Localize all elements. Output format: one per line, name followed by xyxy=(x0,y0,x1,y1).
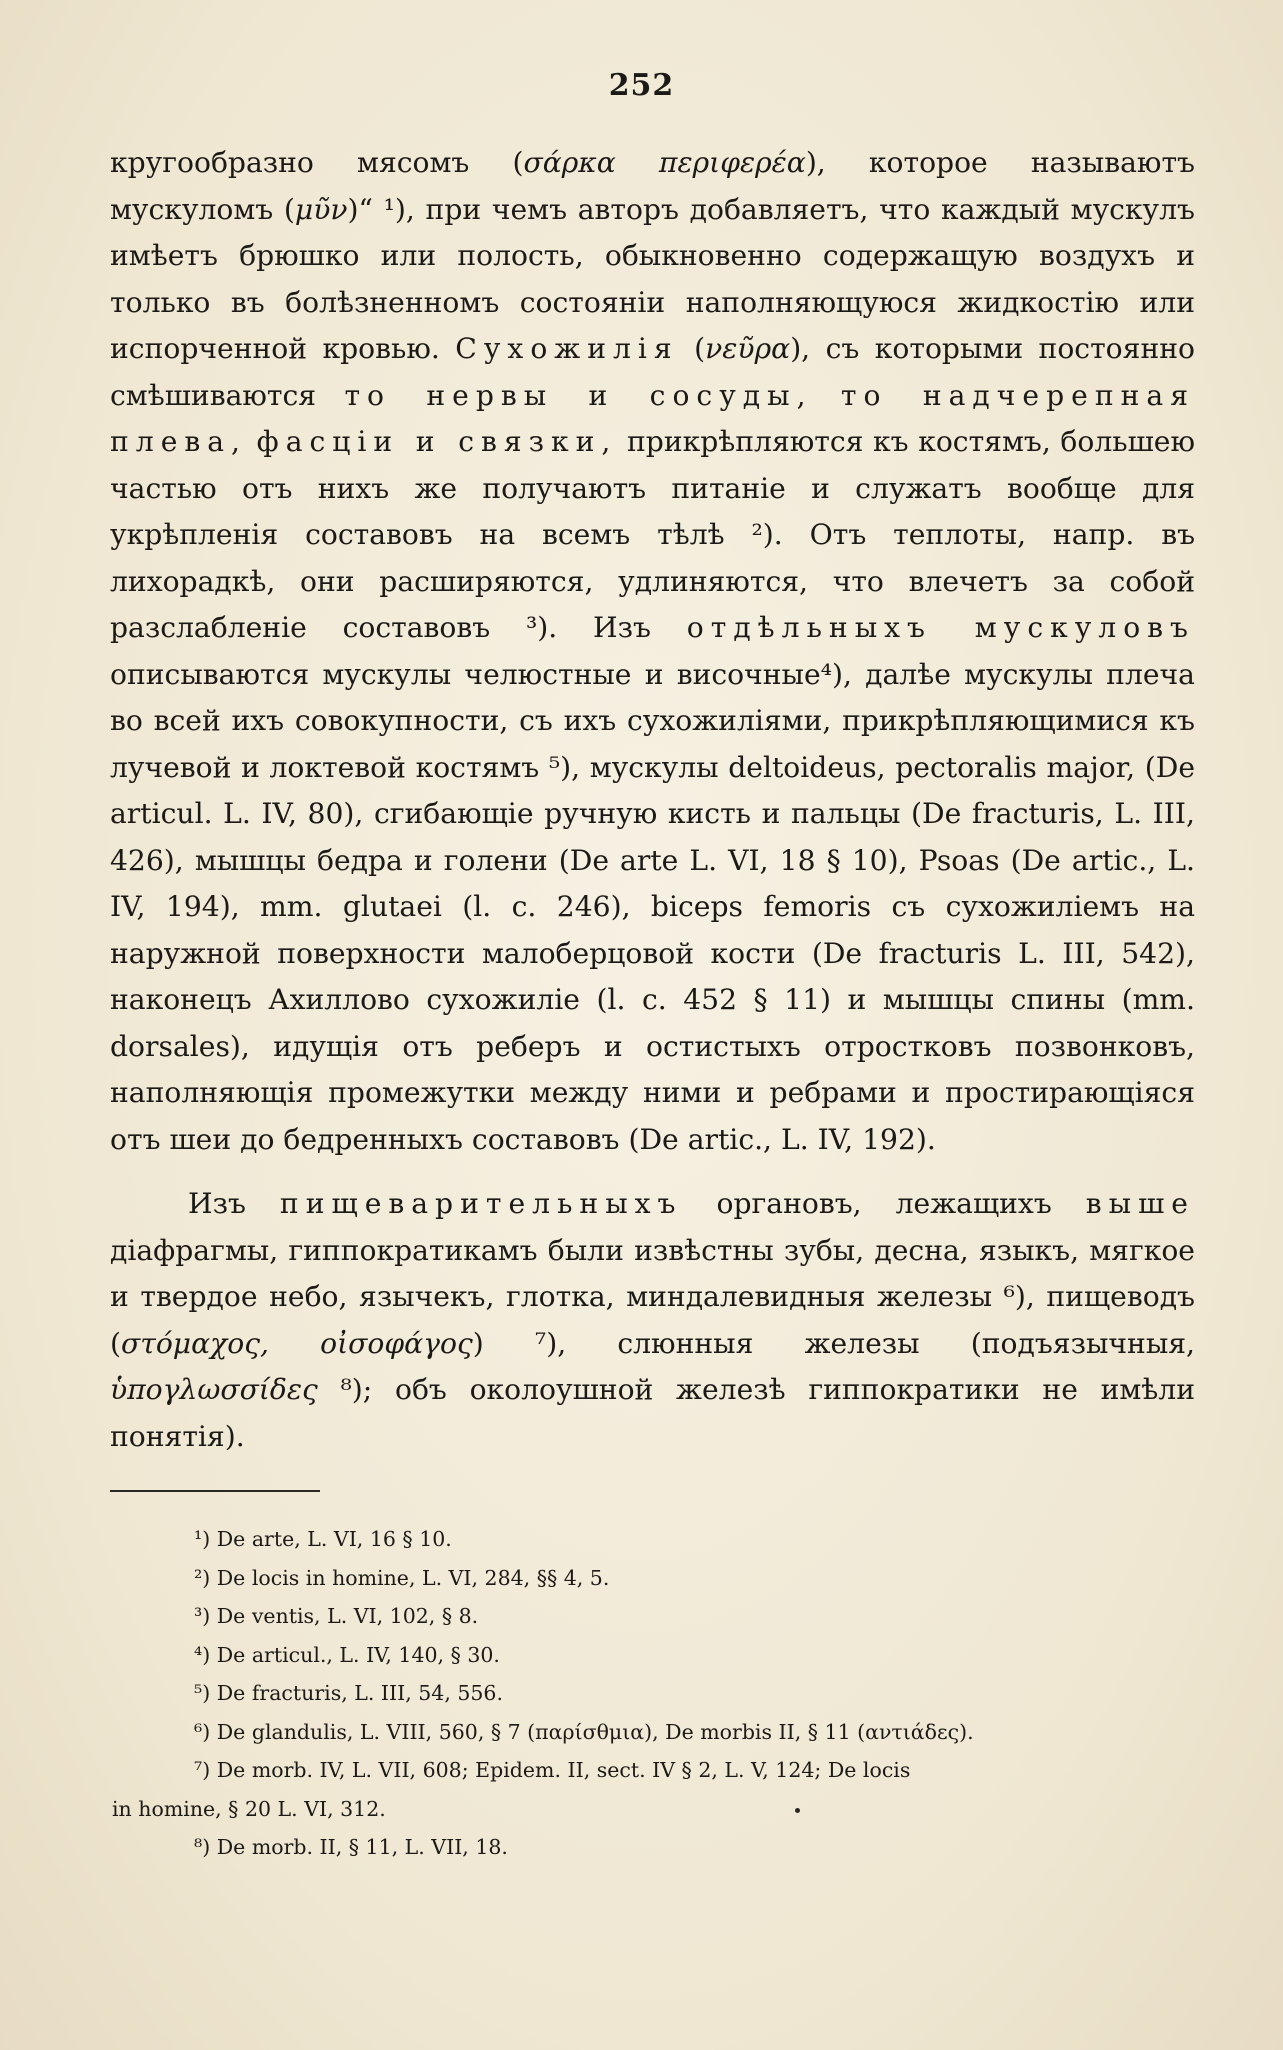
greek-term: ὑπογλωσσίδες xyxy=(110,1373,318,1406)
greek-term: στόμαχος, οἰσοφάγος xyxy=(121,1326,473,1360)
text-run: ⁸); объ околоушной железѣ гиппократики не имѣли понятія). xyxy=(110,1373,1195,1453)
spaced-term: фасціи и связки, xyxy=(256,425,618,458)
text-run: кругообразно мясомъ ( xyxy=(110,146,524,179)
print-speck xyxy=(795,1808,800,1813)
footnote-3: ³) De ventis, L. VI, 102, § 8. xyxy=(194,1604,479,1628)
text-run: описываются мускулы челюстные и височные⁴), далѣе мускулы плеча во всей ихъ совокупности, съ ихъ сухожиліями, прикрѣпляющимися къ лучевой и локтевой костямъ ⁵), мускулы deltoideus, pectoralis major, (De articul. L. IV, 80), сгибающіе ручную кисть и пальцы (De fracturis, L. III, 426), мышцы бедра и голени (De arte L. VI, 18 § 10), Psoas (De artic., L. IV, 194), mm. glutaei (l. c. 246), biceps femoris съ сухожиліемъ на наружной поверхности малоберцовой кости (De fracturis L. III, 542), наконецъ Ахиллово сухожиліе (l. c. 452 § 11) и мышцы спины (mm. dorsales), идущія отъ реберъ и остистыхъ отростковъ позвонковъ, наполняющія промежутки между ними и ребрами и простирающіяся отъ шеи до бедренныхъ составовъ (De artic., L. IV, 192). xyxy=(110,657,1195,1156)
footnote-2: ²) De locis in homine, L. VI, 284, §§ 4, 5. xyxy=(194,1565,610,1590)
text-run: ( xyxy=(678,332,706,365)
text-run: Изъ xyxy=(188,1187,280,1220)
footnote-divider xyxy=(110,1490,320,1492)
paragraph-1 xyxy=(110,140,1195,1163)
footnotes xyxy=(112,1520,1202,1867)
spaced-term: выше xyxy=(1085,1187,1195,1220)
page-number: 252 xyxy=(608,68,675,103)
footnote-8: ⁸) De morb. II, § 11, L. VII, 18. xyxy=(194,1835,508,1859)
text-run: прикрѣпляются къ костямъ, большею частью отъ нихъ же получаютъ питаніе и служатъ вообще для укрѣпленія составовъ на всемъ тѣлѣ ²). Отъ теплоты, напр. въ лихорадкѣ, они расширяются, удлиняются, что влечетъ за собой разслабленіе составовъ ³). Изъ xyxy=(110,425,1195,644)
main-text xyxy=(110,140,1195,1460)
greek-term: μῦν xyxy=(294,192,348,226)
footnote-6: ⁶) De glandulis, L. VIII, 560, § 7 (παρίσθμια), De morbis II, § 11 (αντιάδες). xyxy=(194,1719,974,1744)
paragraph-2 xyxy=(110,1181,1195,1460)
text-run: діафрагмы, гиппократикамъ были извѣстны зубы, десна, языкъ, мягкое и твердое небо, язычекъ, глотка, миндалевидныя железы ⁶), пищеводъ ( xyxy=(110,1233,1195,1360)
spaced-term: отдѣльныхъ мускуловъ xyxy=(686,611,1195,644)
text-run: )“ ¹), при чемъ авторъ добавляетъ, что каждый мускулъ имѣетъ брюшко или полость, обыкновенно содержащую воздухъ и только въ болѣзненномъ состояніи наполняющуюся жидкостію или испорченной кровью. xyxy=(110,192,1195,365)
text-run: ), съ которыми постоянно смѣшиваются xyxy=(110,332,1195,412)
spaced-term: пищеварительныхъ xyxy=(279,1187,683,1220)
footnote-4: ⁴) De articul., L. IV, 140, § 30. xyxy=(194,1642,500,1667)
text-run xyxy=(247,425,257,458)
text-run: ), которое называютъ мускуломъ ( xyxy=(110,146,1195,226)
spaced-term: то нервы и сосуды, xyxy=(344,378,813,412)
greek-term: σάρκα περιφερέα xyxy=(523,146,806,179)
greek-term: νεῦρα xyxy=(705,332,791,365)
footnote-1: ¹) De arte, L. VI, 16 § 10. xyxy=(194,1527,452,1551)
text-run xyxy=(813,379,841,412)
text-run: ) ⁷), слюнныя железы (подъязычныя, xyxy=(472,1326,1195,1360)
footnote-7-continued: in homine, § 20 L. VI, 312. xyxy=(112,1796,386,1821)
spaced-term: Сухожилія xyxy=(455,332,679,365)
footnote-5: ⁵) De fracturis, L. III, 54, 556. xyxy=(194,1681,503,1705)
footnote-7: ⁷) De morb. IV, L. VII, 608; Epidem. II, sect. IV § 2, L. V, 124; De locis xyxy=(194,1758,911,1782)
spaced-term: то надчерепная плева, xyxy=(110,378,1195,458)
text-run: органовъ, лежащихъ xyxy=(682,1187,1086,1220)
